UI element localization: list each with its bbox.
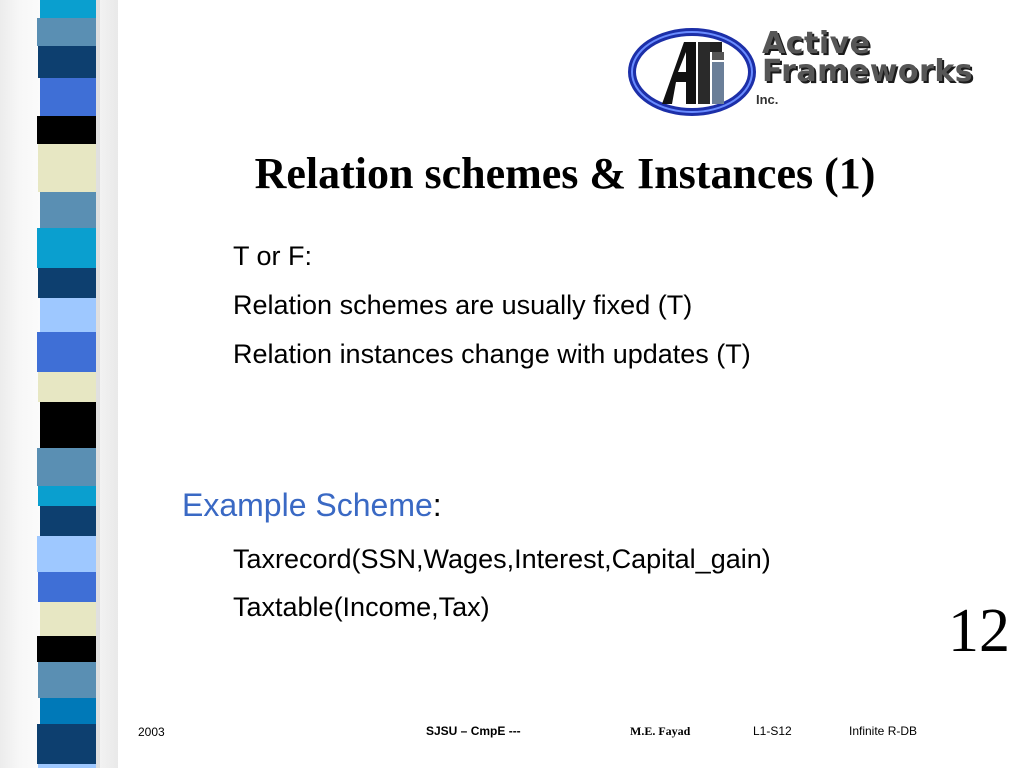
stripe-segment bbox=[38, 144, 96, 192]
stripe-segment bbox=[40, 298, 96, 332]
section-line-1: Taxrecord(SSN,Wages,Interest,Capital_gain) bbox=[233, 544, 771, 574]
company-logo bbox=[628, 26, 998, 118]
stripe-segment bbox=[40, 78, 96, 116]
logo-wordmark bbox=[762, 26, 974, 89]
stripe-segment bbox=[40, 698, 96, 724]
stripe-segment bbox=[37, 228, 96, 268]
section-heading-colon: : bbox=[432, 487, 442, 523]
stripe-segment bbox=[37, 448, 96, 486]
stripe-segment bbox=[40, 0, 96, 18]
slide-number: 12 bbox=[948, 597, 1010, 665]
stripe-segment bbox=[38, 46, 96, 78]
stripe-pattern bbox=[0, 0, 118, 768]
logo-suffix: Inc. bbox=[756, 92, 779, 107]
stripe-segment bbox=[37, 116, 96, 144]
stripe-segment bbox=[38, 572, 96, 602]
slide-title: Relation schemes & Instances (1) bbox=[254, 149, 876, 198]
body-line-3: Relation instances change with updates (T) bbox=[233, 339, 751, 369]
stripe-segment bbox=[38, 486, 96, 506]
stripe-segment bbox=[37, 724, 96, 764]
section-line-2: Taxtable(Income,Tax) bbox=[233, 592, 490, 622]
stripe-segment bbox=[38, 372, 96, 402]
footer-author: M.E. Fayad bbox=[630, 724, 691, 738]
logo-line-1: Active bbox=[762, 26, 871, 61]
decorative-stripe-band bbox=[0, 0, 118, 768]
footer-course: SJSU – CmpE --- bbox=[426, 724, 521, 738]
stripe-segment bbox=[40, 402, 96, 448]
body-line-2: Relation schemes are usually fixed (T) bbox=[233, 290, 693, 320]
stripe-segment bbox=[38, 764, 96, 768]
stripe-segment bbox=[38, 662, 96, 698]
logo-line-2: Frameworks bbox=[762, 54, 974, 89]
body-line-1: T or F: bbox=[233, 241, 313, 271]
footer-slide-code: L1-S12 bbox=[753, 724, 792, 738]
stripe-shadow bbox=[96, 0, 100, 768]
stripe-segment bbox=[40, 602, 96, 636]
active-frameworks-logo-icon bbox=[628, 26, 758, 118]
section-heading bbox=[182, 487, 442, 524]
stripe-segment bbox=[40, 192, 96, 228]
stripe-segment bbox=[40, 506, 96, 536]
section-heading-text: Example Scheme bbox=[182, 487, 433, 523]
stripe-segment bbox=[37, 636, 96, 662]
footer-topic: Infinite R-DB bbox=[849, 724, 918, 738]
stripe-segment bbox=[37, 536, 96, 572]
stripe-segment bbox=[37, 18, 96, 46]
stripe-segment bbox=[37, 332, 96, 372]
stripe-segment bbox=[38, 268, 96, 298]
footer-year: 2003 bbox=[138, 725, 165, 739]
